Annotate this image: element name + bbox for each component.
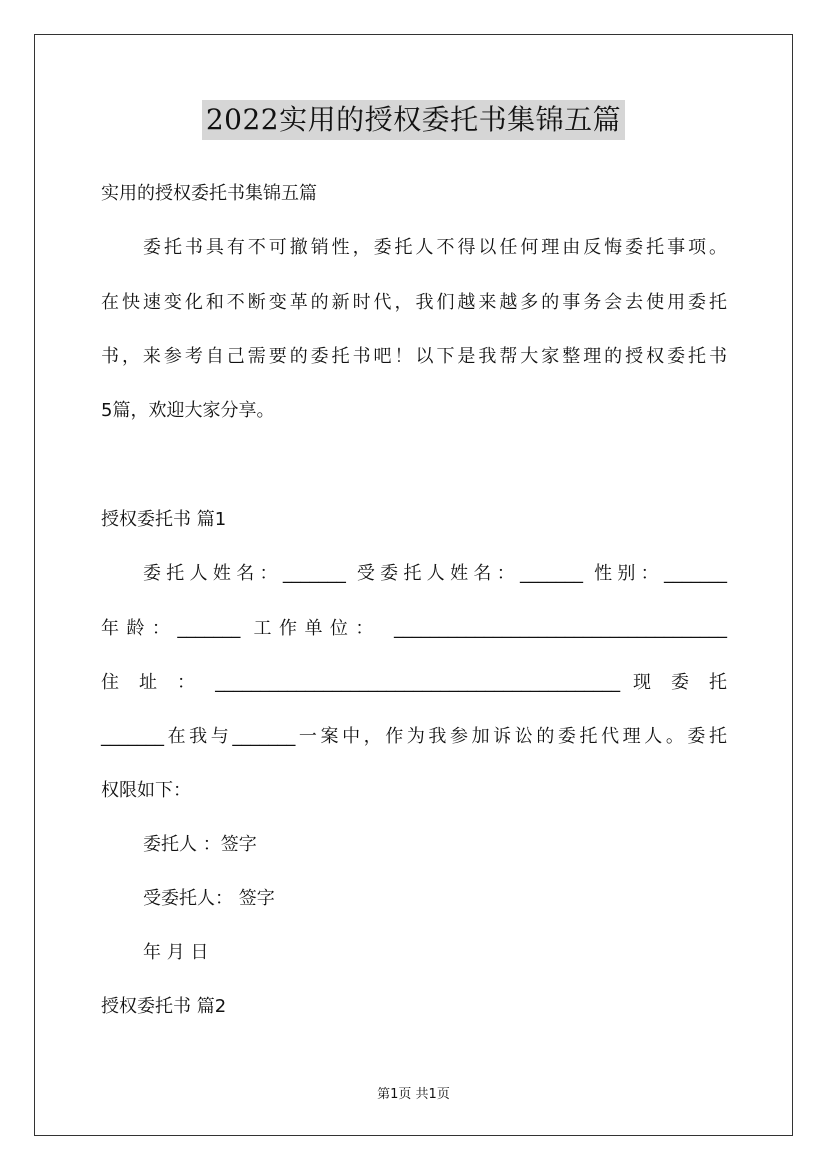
intro-line-1: 委托书具有不可撤销性，委托人不得以任何理由反悔委托事项。 [143,237,727,258]
form-line-case: _______在我与_______一案中，作为我参加诉讼的委托代理人。委托 [101,726,727,747]
intro-line-3: 书，来参考自己需要的委托书吧！以下是我帮大家整理的授权委托书 [101,346,727,367]
document-subtitle: 实用的授权委托书集锦五篇 [101,183,317,204]
intro-line-4: 5篇，欢迎大家分享。 [101,400,275,421]
section-heading-1: 授权委托书 篇1 [101,509,227,530]
signature-principal: 委托人 ：签字 [143,834,257,855]
page-footer: 第1页 共1页 [377,1087,450,1102]
section-heading-2: 授权委托书 篇2 [101,996,227,1017]
form-line-authority: 权限如下： [101,780,191,801]
form-line-address: 住 址 ： _____________________________________________ 现 委 托 [101,672,727,693]
signature-date: 年 月 日 [143,942,209,963]
signature-agent: 受委托人： 签字 [143,888,275,909]
document-title: 2022实用的授权委托书集锦五篇 [202,100,625,140]
form-line-age-work: 年龄：_______ 工作单位： _____________________________________ [101,618,727,639]
intro-line-2: 在快速变化和不断变革的新时代，我们越来越多的事务会去使用委托 [101,292,727,313]
form-line-names: 委托人姓名：_______ 受委托人姓名：_______ 性别：_______ [143,563,727,584]
title-container [0,100,827,140]
